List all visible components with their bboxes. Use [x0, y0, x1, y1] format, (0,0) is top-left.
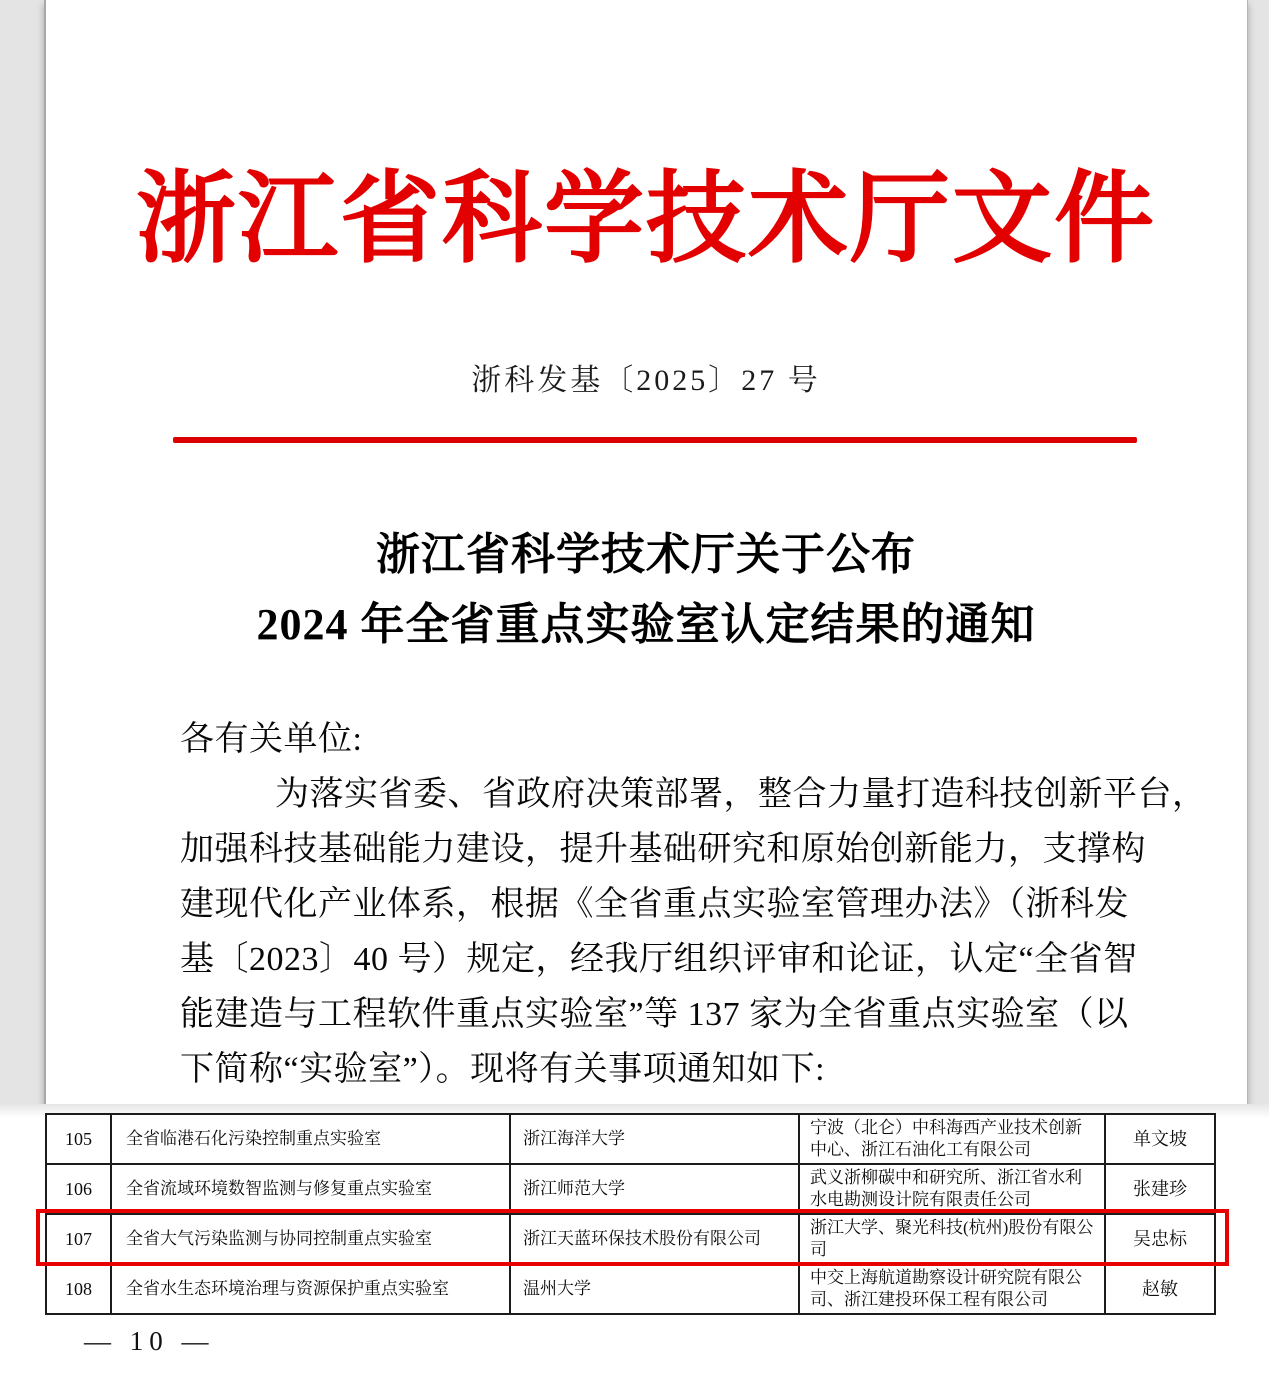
institution-cell: 浙江师范大学 [510, 1164, 799, 1214]
partners-cell: 宁波（北仑）中科海西产业技术创新中心、浙江石油化工有限公司 [799, 1114, 1105, 1164]
row-number-cell: 105 [46, 1114, 111, 1164]
red-divider-line [173, 437, 1137, 443]
institution-cell: 浙江海洋大学 [510, 1114, 799, 1164]
row-number-cell: 108 [46, 1264, 111, 1314]
director-cell: 单文坡 [1105, 1114, 1215, 1164]
page-number: — 10 — [84, 1326, 215, 1356]
table-row [46, 1114, 1215, 1164]
body-line: 加强科技基础能力建设，提升基础研究和原始创新能力，支撑构 [180, 831, 1146, 868]
partners-cell: 中交上海航道勘察设计研究院有限公司、浙江建投环保工程有限公司 [799, 1264, 1105, 1314]
director-cell: 张建珍 [1105, 1164, 1215, 1214]
table-row [46, 1164, 1215, 1214]
document-number: 浙科发基〔2025〕27 号 [471, 364, 821, 397]
notice-title-line2: 2024 年全省重点实验室认定结果的通知 [256, 600, 1036, 649]
body-line: 下简称“实验室”）。现将有关事项通知如下: [180, 1051, 826, 1088]
lab-name-cell: 全省大气污染监测与协同控制重点实验室 [111, 1214, 510, 1264]
letterhead-title: 浙江省科学技术厅文件 [136, 164, 1156, 275]
row-number-cell: 106 [46, 1164, 111, 1214]
body-line: 为落实省委、省政府决策部署，整合力量打造科技创新平台， [275, 776, 1207, 813]
body-line: 能建造与工程软件重点实验室”等 137 家为全省重点实验室（以 [180, 996, 1129, 1033]
table-row-highlighted [46, 1214, 1215, 1264]
lab-name-cell: 全省临港石化污染控制重点实验室 [111, 1114, 510, 1164]
notice-title [44, 520, 1248, 660]
lab-results-table [45, 1113, 1216, 1315]
body-line: 基〔2023〕40 号）规定，经我厅组织评审和论证，认定“全省智 [180, 941, 1138, 978]
notice-body [180, 712, 1207, 1097]
notice-title-line1: 浙江省科学技术厅关于公布 [376, 530, 916, 579]
salutation: 各有关单位: [180, 721, 363, 758]
director-cell: 赵敏 [1105, 1264, 1215, 1314]
body-line: 建现代化产业体系，根据《全省重点实验室管理办法》（浙科发 [180, 886, 1129, 923]
institution-cell: 浙江天蓝环保技术股份有限公司 [510, 1214, 799, 1264]
partners-cell: 武义浙柳碳中和研究所、浙江省水利水电勘测设计院有限责任公司 [799, 1164, 1105, 1214]
partners-cell: 浙江大学、聚光科技(杭州)股份有限公司 [799, 1214, 1105, 1264]
lab-name-cell: 全省水生态环境治理与资源保护重点实验室 [111, 1264, 510, 1314]
row-number-cell: 107 [46, 1214, 111, 1264]
director-cell: 吴忠标 [1105, 1214, 1215, 1264]
lab-name-cell: 全省流域环境数智监测与修复重点实验室 [111, 1164, 510, 1214]
institution-cell: 温州大学 [510, 1264, 799, 1314]
table-row [46, 1264, 1215, 1314]
